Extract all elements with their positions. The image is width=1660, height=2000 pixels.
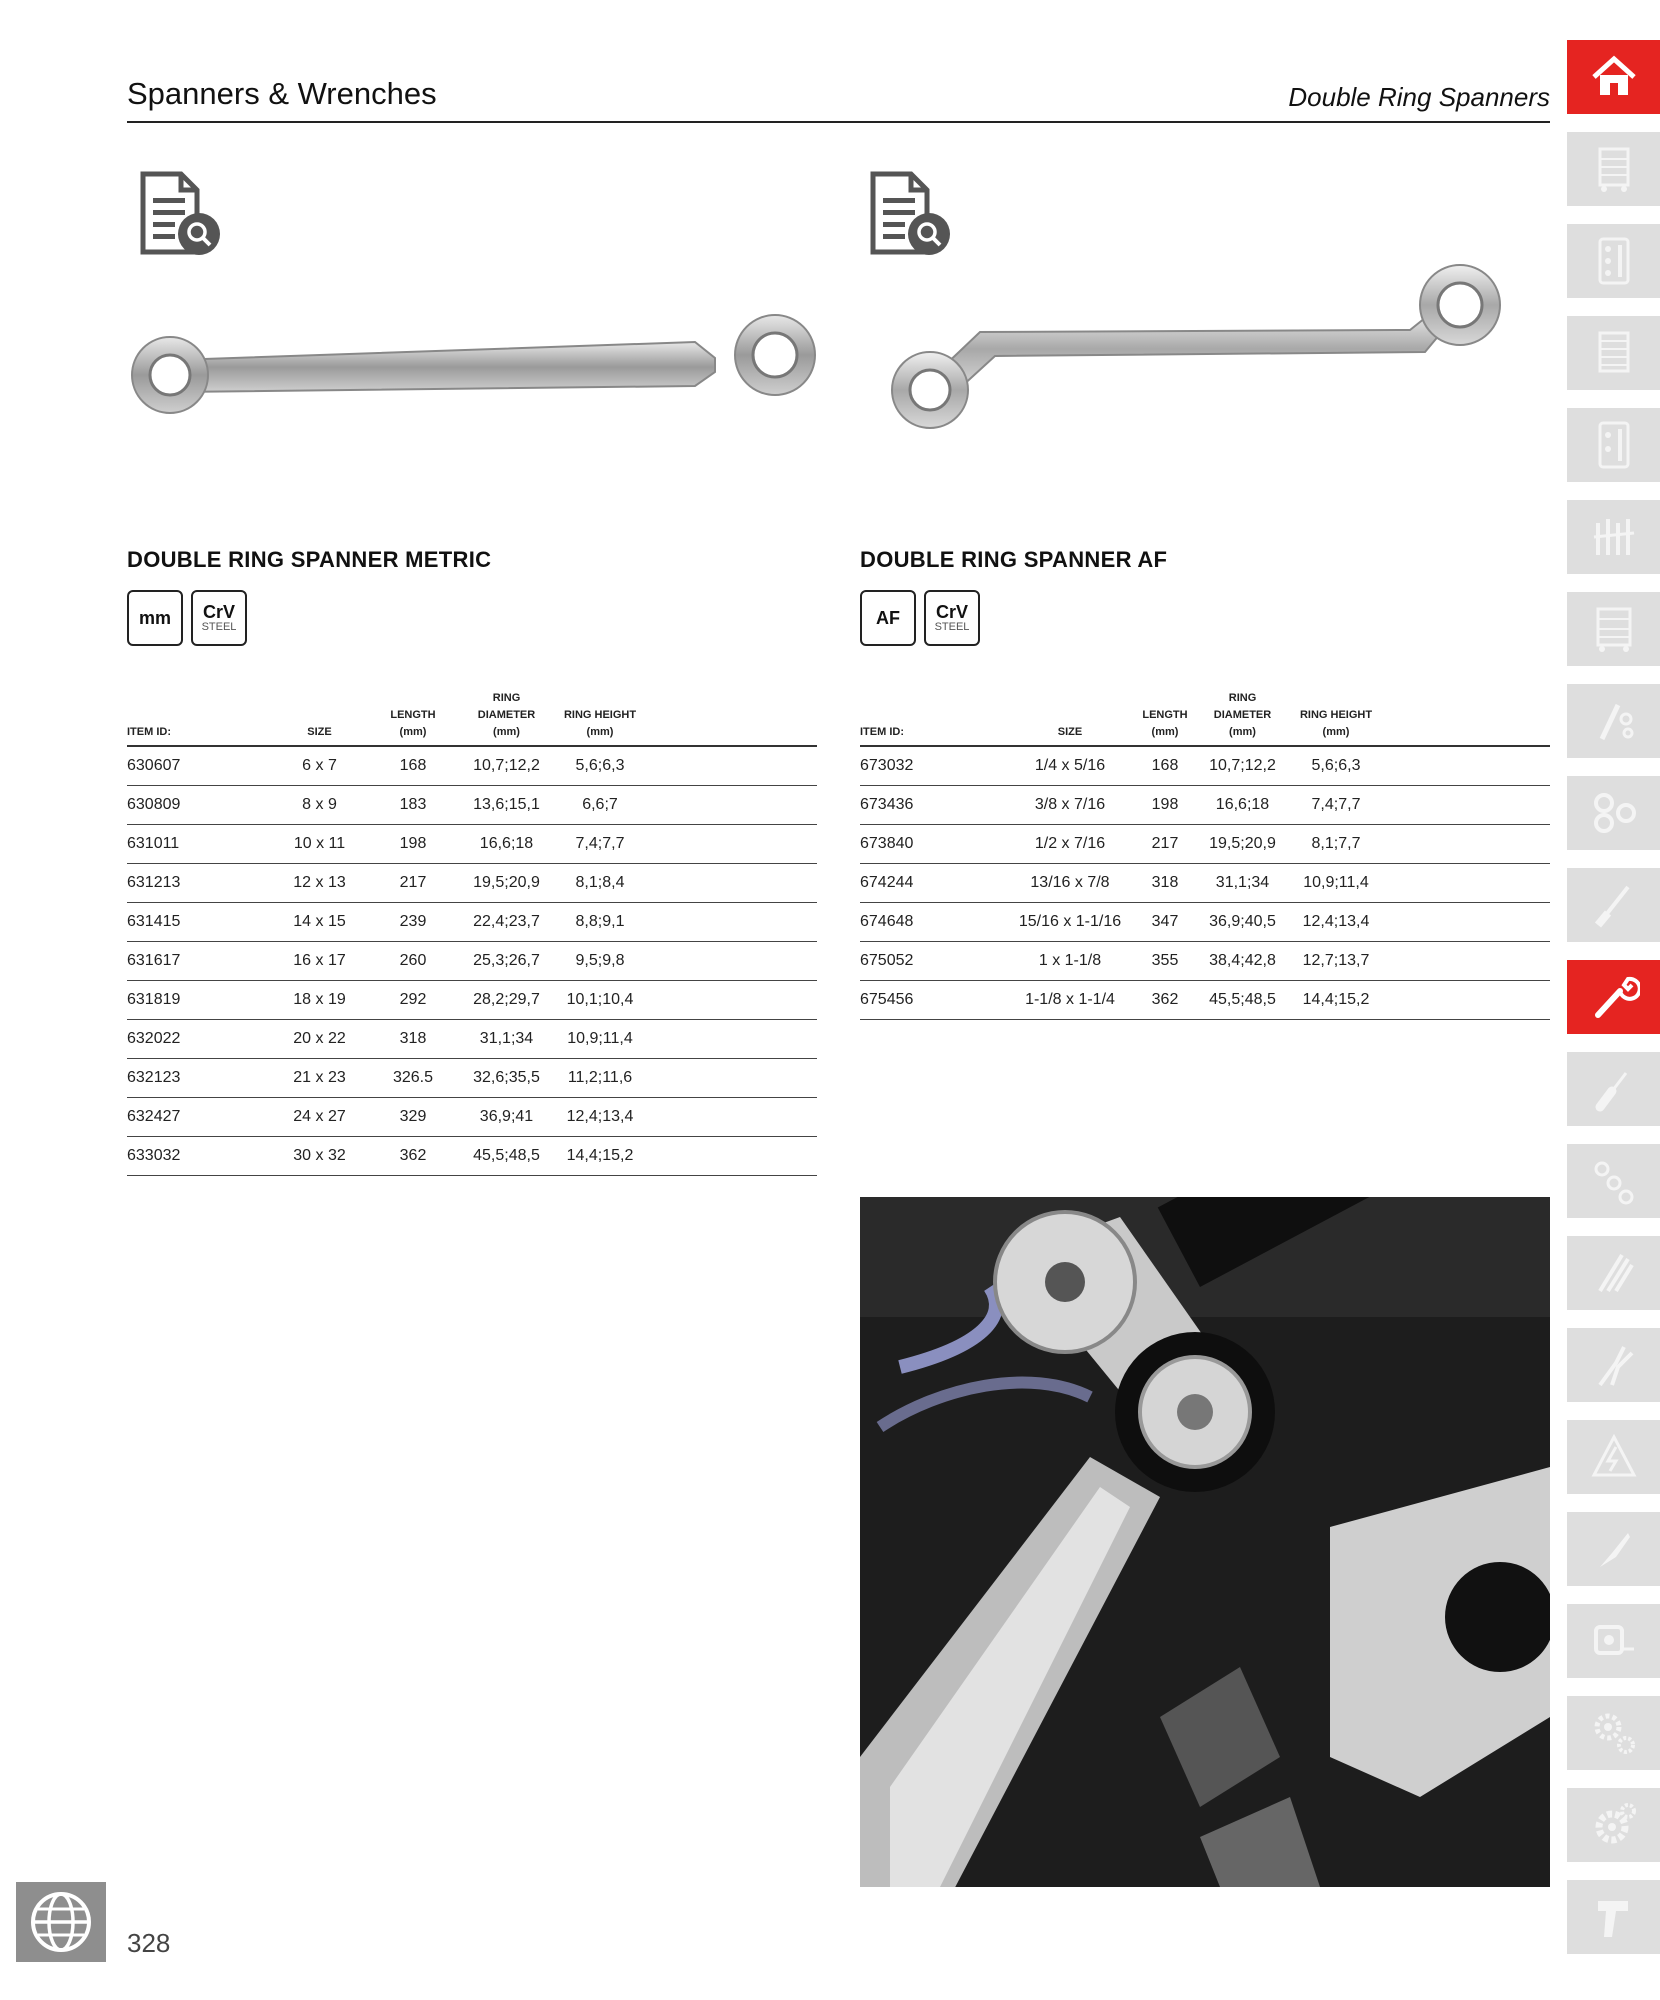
table-cell: 318: [1135, 864, 1195, 903]
table-cell: 7,4;7,7: [1290, 786, 1382, 825]
table-cell: 38,4;42,8: [1195, 942, 1290, 981]
sidebar-item-cog[interactable]: [1567, 1788, 1660, 1862]
double-ring-spanner-af-image: [880, 260, 1530, 430]
table-row: [127, 1098, 817, 1137]
table-cell: 198: [367, 825, 459, 864]
sidebar-item-screwdriver-2[interactable]: [1567, 1052, 1660, 1126]
table-cell: 12,4;13,4: [554, 1098, 646, 1137]
sidebar-item-screwdriver[interactable]: [1567, 868, 1660, 942]
table-cell: 12,7;13,7: [1290, 942, 1382, 981]
sidebar-item-tool-module[interactable]: [1567, 224, 1660, 298]
table-row: [127, 746, 817, 786]
table-cell-filler: [1382, 864, 1550, 903]
wrench-icon: [1588, 971, 1640, 1023]
table-cell: 15/16 x 1-1/16: [1005, 903, 1135, 942]
table-cell: 30 x 32: [272, 1137, 367, 1176]
table-cell-filler: [646, 981, 817, 1020]
table-row: [127, 942, 817, 981]
table-row: [860, 903, 1550, 942]
table-cell: 45,5;48,5: [459, 1137, 554, 1176]
bits-icon: [1588, 1155, 1640, 1207]
document-search-icon[interactable]: [865, 168, 955, 258]
table-cell: 20 x 22: [272, 1020, 367, 1059]
table-cell: 631617: [127, 942, 272, 981]
table-cell: 168: [1135, 746, 1195, 786]
table-cell: 31,1;34: [1195, 864, 1290, 903]
sockets-icon: [1588, 695, 1640, 747]
table-cell: 7,4;7,7: [554, 825, 646, 864]
column-header: ITEM ID:: [860, 690, 1005, 746]
knife-icon: [1588, 1523, 1640, 1575]
pliers-icon: [1588, 1339, 1640, 1391]
table-cell: 630809: [127, 786, 272, 825]
table-cell-filler: [646, 746, 817, 786]
badge-sublabel: STEEL: [934, 620, 970, 633]
sidebar-item-tool-module-2[interactable]: [1567, 408, 1660, 482]
badge-label: CrV: [202, 601, 235, 622]
sidebar-item-home[interactable]: [1567, 40, 1660, 114]
table-cell: 239: [367, 903, 459, 942]
table-cell-filler: [646, 1059, 817, 1098]
column-header: RING DIAMETER (mm): [1195, 690, 1290, 746]
column-header: LENGTH (mm): [367, 690, 459, 746]
table-row: [127, 1137, 817, 1176]
table-cell: 362: [1135, 981, 1195, 1020]
table-cell: 25,3;26,7: [459, 942, 554, 981]
sidebar-item-pliers[interactable]: [1567, 1328, 1660, 1402]
socket-set-icon: [1588, 787, 1640, 839]
table-row: [860, 786, 1550, 825]
table-cell: 674648: [860, 903, 1005, 942]
tool-trolley-icon: [1588, 143, 1640, 195]
table-cell: 22,4;23,7: [459, 903, 554, 942]
table-cell: 10,9;11,4: [1290, 864, 1382, 903]
badge-label: CrV: [935, 601, 968, 622]
table-cell: 362: [367, 1137, 459, 1176]
sidebar-item-tool-set[interactable]: [1567, 500, 1660, 574]
table-cell: 8,1;7,7: [1290, 825, 1382, 864]
table-cell-filler: [1382, 942, 1550, 981]
table-cell: 326.5: [367, 1059, 459, 1098]
measuring-tape-icon: [1588, 1615, 1640, 1667]
table-cell-filler: [1382, 903, 1550, 942]
mm-badge: [127, 590, 183, 646]
table-cell: 13,6;15,1: [459, 786, 554, 825]
table-cell: 673840: [860, 825, 1005, 864]
table-cell: 10,7;12,2: [1195, 746, 1290, 786]
table-cell: 16,6;18: [1195, 786, 1290, 825]
column-header: RING HEIGHT (mm): [1290, 690, 1382, 746]
sidebar-item-bits[interactable]: [1567, 1144, 1660, 1218]
table-cell: 3/8 x 7/16: [1005, 786, 1135, 825]
sidebar-item-tool-cabinet[interactable]: [1567, 316, 1660, 390]
globe-icon[interactable]: [16, 1882, 106, 1962]
product-title-af: DOUBLE RING SPANNER AF: [860, 547, 1168, 572]
table-cell: 1/4 x 5/16: [1005, 746, 1135, 786]
table-row: [127, 864, 817, 903]
table-cell: 631011: [127, 825, 272, 864]
screwdriver-icon: [1588, 879, 1640, 931]
table-cell: 11,2;11,6: [554, 1059, 646, 1098]
table-cell: 632123: [127, 1059, 272, 1098]
table-cell: 329: [367, 1098, 459, 1137]
workbench-icon: [1588, 603, 1640, 655]
table-cell: 14,4;15,2: [554, 1137, 646, 1176]
table-cell: 347: [1135, 903, 1195, 942]
table-cell: 318: [367, 1020, 459, 1059]
table-cell: 183: [367, 786, 459, 825]
table-row: [860, 825, 1550, 864]
af-spec-table: [860, 690, 1550, 1020]
table-cell: 21 x 23: [272, 1059, 367, 1098]
table-cell-filler: [646, 786, 817, 825]
table-cell: 14,4;15,2: [1290, 981, 1382, 1020]
table-cell: 28,2;29,7: [459, 981, 554, 1020]
sidebar-item-electrical-warning[interactable]: [1567, 1420, 1660, 1494]
table-cell: 198: [1135, 786, 1195, 825]
table-cell: 260: [367, 942, 459, 981]
page-number: 328: [127, 1928, 171, 1958]
table-cell: 10,1;10,4: [554, 981, 646, 1020]
sidebar-item-tool-trolley[interactable]: [1567, 132, 1660, 206]
table-cell: 631213: [127, 864, 272, 903]
electrical-warning-icon: [1588, 1431, 1640, 1483]
table-cell-filler: [646, 864, 817, 903]
section-title: Spanners & Wrenches: [127, 76, 437, 111]
table-cell-filler: [1382, 786, 1550, 825]
table-row: [127, 1020, 817, 1059]
table-cell: 168: [367, 746, 459, 786]
table-cell: 675456: [860, 981, 1005, 1020]
table-cell-filler: [646, 1098, 817, 1137]
sidebar-item-wrench[interactable]: [1567, 960, 1660, 1034]
table-cell: 5,6;6,3: [1290, 746, 1382, 786]
table-cell: 36,9;40,5: [1195, 903, 1290, 942]
tool-module-icon: [1588, 235, 1640, 287]
sidebar-item-hex-keys[interactable]: [1567, 1236, 1660, 1310]
table-cell-filler: [1382, 746, 1550, 786]
table-cell: 10,9;11,4: [554, 1020, 646, 1059]
table-cell-filler: [646, 825, 817, 864]
subsection-title: Double Ring Spanners: [1288, 82, 1550, 112]
table-row: [127, 981, 817, 1020]
cog-icon: [1588, 1799, 1640, 1851]
table-cell: 292: [367, 981, 459, 1020]
table-cell: 631415: [127, 903, 272, 942]
badge-label: AF: [876, 608, 900, 628]
badge-sublabel: STEEL: [201, 620, 237, 633]
sidebar-item-socket-set[interactable]: [1567, 776, 1660, 850]
tool-module-2-icon: [1588, 419, 1640, 471]
column-header: LENGTH (mm): [1135, 690, 1195, 746]
table-cell: 674244: [860, 864, 1005, 903]
table-cell: 673032: [860, 746, 1005, 786]
table-cell: 8,8;9,1: [554, 903, 646, 942]
table-cell: 10 x 11: [272, 825, 367, 864]
table-row: [127, 786, 817, 825]
table-cell: 6 x 7: [272, 746, 367, 786]
tool-cabinet-icon: [1588, 327, 1640, 379]
product-title-metric: DOUBLE RING SPANNER METRIC: [127, 547, 492, 572]
tool-set-icon: [1588, 511, 1640, 563]
spanner-in-use-photo: [860, 1197, 1550, 1887]
column-header: SIZE: [1005, 690, 1135, 746]
table-cell: 31,1;34: [459, 1020, 554, 1059]
table-cell-filler: [646, 1020, 817, 1059]
table-cell: 8 x 9: [272, 786, 367, 825]
table-row: [860, 981, 1550, 1020]
metric-badges: [127, 590, 247, 646]
sidebar-item-gears[interactable]: [1567, 1696, 1660, 1770]
home-icon: [1588, 51, 1640, 103]
column-header: RING DIAMETER (mm): [459, 690, 554, 746]
table-cell: 1 x 1-1/8: [1005, 942, 1135, 981]
table-cell: 632022: [127, 1020, 272, 1059]
badge-label: mm: [138, 608, 171, 628]
af-badge: [860, 590, 916, 646]
column-header: ITEM ID:: [127, 690, 272, 746]
table-cell: 632427: [127, 1098, 272, 1137]
column-header: SIZE: [272, 690, 367, 746]
table-cell: 355: [1135, 942, 1195, 981]
table-cell: 36,9;41: [459, 1098, 554, 1137]
table-cell-filler: [1382, 825, 1550, 864]
table-cell: 32,6;35,5: [459, 1059, 554, 1098]
af-badges: [860, 590, 980, 646]
table-cell: 19,5;20,9: [459, 864, 554, 903]
table-cell: 14 x 15: [272, 903, 367, 942]
table-cell: 16,6;18: [459, 825, 554, 864]
table-cell: 10,7;12,2: [459, 746, 554, 786]
table-cell: 1/2 x 7/16: [1005, 825, 1135, 864]
sidebar-item-workbench[interactable]: [1567, 592, 1660, 666]
table-cell: 5,6;6,3: [554, 746, 646, 786]
table-cell: 675052: [860, 942, 1005, 981]
table-cell: 12 x 13: [272, 864, 367, 903]
sidebar-item-knife[interactable]: [1567, 1512, 1660, 1586]
double-ring-spanner-metric-image: [125, 310, 825, 430]
table-row: [860, 746, 1550, 786]
table-cell-filler: [646, 942, 817, 981]
table-row: [860, 864, 1550, 903]
table-cell: 217: [367, 864, 459, 903]
table-cell-filler: [646, 903, 817, 942]
power-tool-icon: [1588, 1891, 1640, 1943]
table-cell: 45,5;48,5: [1195, 981, 1290, 1020]
table-cell: 217: [1135, 825, 1195, 864]
column-filler: [646, 690, 817, 746]
table-cell: 19,5;20,9: [1195, 825, 1290, 864]
table-cell: 630607: [127, 746, 272, 786]
crv-steel-badge: [191, 590, 247, 646]
table-cell: 18 x 19: [272, 981, 367, 1020]
column-filler: [1382, 690, 1550, 746]
table-cell: 13/16 x 7/8: [1005, 864, 1135, 903]
table-cell-filler: [646, 1137, 817, 1176]
table-cell: 8,1;8,4: [554, 864, 646, 903]
sidebar-item-measuring-tape[interactable]: [1567, 1604, 1660, 1678]
sidebar-item-sockets[interactable]: [1567, 684, 1660, 758]
table-row: [127, 1059, 817, 1098]
table-row: [127, 903, 817, 942]
column-header: RING HEIGHT (mm): [554, 690, 646, 746]
header-divider: [127, 121, 1550, 123]
table-cell: 673436: [860, 786, 1005, 825]
table-cell: 1-1/8 x 1-1/4: [1005, 981, 1135, 1020]
table-cell: 24 x 27: [272, 1098, 367, 1137]
gears-icon: [1588, 1707, 1640, 1759]
table-row: [860, 942, 1550, 981]
table-cell: 16 x 17: [272, 942, 367, 981]
table-cell: 6,6;7: [554, 786, 646, 825]
sidebar-item-power-tool[interactable]: [1567, 1880, 1660, 1954]
table-cell: 9,5;9,8: [554, 942, 646, 981]
metric-spec-table: [127, 690, 817, 1176]
hex-keys-icon: [1588, 1247, 1640, 1299]
table-cell: 12,4;13,4: [1290, 903, 1382, 942]
table-row: [127, 825, 817, 864]
table-cell-filler: [1382, 981, 1550, 1020]
screwdriver-2-icon: [1588, 1063, 1640, 1115]
document-search-icon[interactable]: [135, 168, 225, 258]
crv-steel-badge: [924, 590, 980, 646]
table-cell: 631819: [127, 981, 272, 1020]
table-cell: 633032: [127, 1137, 272, 1176]
